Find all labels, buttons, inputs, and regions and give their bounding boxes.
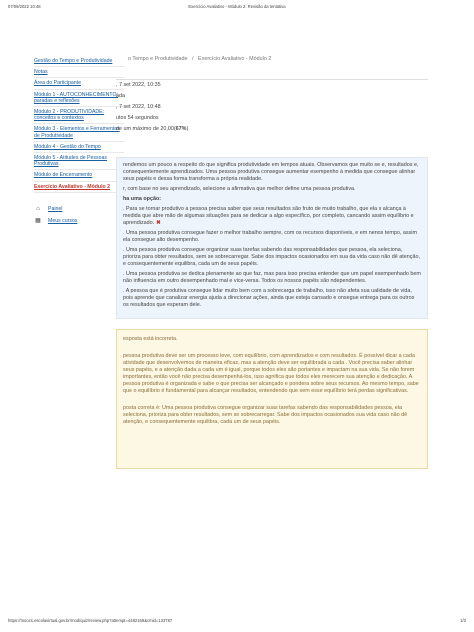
summary-started: , 7 set 2022, 10:35 bbox=[116, 82, 161, 88]
sidebar-item-link[interactable]: Módulo 3 - Elementos e Ferramentas de Produtividade bbox=[34, 126, 120, 139]
home-icon: ⌂ bbox=[36, 205, 40, 212]
sidebar-item[interactable] bbox=[34, 153, 124, 170]
feedback-explanation: pessoa produtiva deve ser um processo leve, com equilíbrio, com aprendizados e com resultados. É possível dicar a cada atividade que desenvolvemos de maneira eficaz, mas a atenção deve ser equilibrada a cada . Você precisa saber alinhar seus papéis, e a atenção dada a cada um é igual, porque todos eles são portantes e impactam na sua vida. Se não forem importantes, então você não precisa desempenhá-los, isso agnifica que todos eles merecem sua atenção e dedicação. A pessoa produtiva é organizada e sabe o que precisa ser alcançado e pondera sobre seus recursos. Ao mesmo tempo, sabe que o equilíbrio é fundamental para alcançar resultados, entendendo que sem esse equilíbrio terá perdas significativas. bbox=[123, 353, 419, 394]
sidebar-item-link[interactable]: Módulo 2 - PRODUTIVIDADE: conceitos e contextos bbox=[34, 109, 105, 122]
sidebar-item-link[interactable]: Exercício Avaliativo - Módulo 2 bbox=[34, 183, 111, 190]
incorrect-icon: ✖ bbox=[156, 220, 161, 226]
sidebar-item[interactable] bbox=[34, 107, 124, 124]
sidebar-item-link[interactable]: Gestão do Tempo e Produtividade bbox=[34, 58, 113, 64]
question-prompt: ha uma opção: bbox=[123, 196, 162, 202]
question-box bbox=[116, 157, 428, 319]
answer-option bbox=[123, 247, 421, 268]
courses-icon: ▦ bbox=[35, 218, 41, 225]
painel-link[interactable]: Painel bbox=[48, 205, 63, 212]
sidebar-item[interactable] bbox=[34, 170, 124, 181]
breadcrumb-course[interactable]: o Tempo e Produtividade bbox=[128, 56, 188, 62]
sidebar-item-link[interactable]: Módulo 1 - AUTOCONHECIMENTO: paradas e reflexões bbox=[34, 91, 118, 104]
answer-option bbox=[123, 206, 421, 227]
summary-completed: , 7 set 2022, 10:48 bbox=[116, 104, 161, 110]
question-instruction: r, com base no seu aprendizado, selecione a afirmativa que melhor define uma pessoa produtiva. bbox=[123, 186, 356, 192]
summary-grade bbox=[116, 126, 428, 137]
question-intro: rendemos um pouco a respeito do que significa produtividade em tempos atuais. Observamos que muito se e, resultados e, consequentemente aprendizados. Uma pessoa produtiva consegue aumentar esempenho à medida que consegue alinhar seus papéis e dessa forma transforma a própria realidade. bbox=[123, 162, 419, 182]
attempt-summary bbox=[116, 82, 428, 137]
sidebar-item-link[interactable]: Módulo 5 - Atitudes de Pessoas Produtivas bbox=[34, 155, 107, 168]
print-footer bbox=[8, 618, 466, 626]
sidebar-item[interactable] bbox=[34, 56, 124, 67]
grade-percent: 67% bbox=[175, 126, 187, 132]
print-url: https://moocs.escolavirtual.gov.br/mod/quiz/review.php?attempt=4482169&cmid=133787 bbox=[8, 618, 173, 623]
feedback-box bbox=[116, 329, 428, 469]
breadcrumb bbox=[116, 56, 428, 66]
breadcrumb-current[interactable]: Exercício Avaliativo - Módulo 2 bbox=[198, 56, 272, 62]
sidebar-item-link[interactable]: Notas bbox=[34, 69, 48, 76]
print-header bbox=[8, 4, 466, 12]
sidebar-item[interactable] bbox=[34, 182, 124, 193]
answer-option-text: . Para se tornar produtivo a pessoa precisa saber que seus resultados são fruto de muito trabalho, que ela s alcança à medida que abre mão de algumas situações para se dedicar a algo específico, por completo, cancando assim equilíbrio e aprendizado. bbox=[123, 206, 414, 226]
sidebar-item-link[interactable]: Área do Participante bbox=[34, 80, 82, 87]
grade-prefix: de um máximo de 20,00( bbox=[116, 126, 176, 132]
print-page-number: 1/3 bbox=[460, 618, 466, 623]
course-sidebar bbox=[34, 56, 124, 227]
course-nav-list bbox=[34, 56, 124, 193]
sidebar-item[interactable] bbox=[34, 78, 124, 89]
answer-options bbox=[123, 206, 421, 309]
sidebar-painel[interactable] bbox=[34, 203, 124, 215]
print-title: Exercício Avaliativo - Módulo 2: Revisão da tentativa bbox=[188, 4, 286, 9]
summary-state: ada bbox=[116, 93, 125, 99]
sidebar-meus-cursos[interactable] bbox=[34, 215, 124, 227]
breadcrumb-separator: / bbox=[192, 56, 194, 62]
summary-duration: utos 54 segundos bbox=[116, 115, 159, 121]
answer-option bbox=[123, 230, 421, 244]
answer-option bbox=[123, 271, 421, 285]
breadcrumb-bar bbox=[116, 68, 428, 80]
sidebar-item[interactable] bbox=[34, 67, 124, 78]
answer-option-text: . Uma pessoa produtiva se dedica plenamente ao que faz, mas para isso precisa entender que um papel esempenhado bem não influencia em outro desempenhado mal e vice-versa. Todos os nossos papéis são ndependentes. bbox=[123, 271, 421, 284]
answer-option-text: . Uma pessoa produtiva consegue organizar suas tarefas sabendo das responsabilidades que pessoa, ela seleciona, prioriza para obter resultados, sem se sobrecarregar. Sabe dos impactos ocasionados em sua da vida caso não dê atenção, e consequentemente equilibra, cada um de seus papéis. bbox=[123, 247, 420, 267]
sidebar-item[interactable] bbox=[34, 142, 124, 153]
meus-cursos-link[interactable]: Meus cursos bbox=[48, 218, 78, 225]
answer-option bbox=[123, 288, 421, 309]
main-content bbox=[116, 56, 428, 469]
feedback-title: esposta está incorreta. bbox=[123, 336, 178, 342]
feedback-correct-answer: posta correta é: Uma pessoa produtiva consegue organizar suas tarefas sabendo das responsabilidades pessoa, ela seleciona, prioriza para obter resultados, sem se sobrecarregar. Sabe dos impactos ocasionados sua vida caso não dê atenção, e consequentemente equilibra, cada um de seus papéis. bbox=[123, 405, 408, 425]
print-date: 07/09/2022 10:48 bbox=[8, 4, 41, 9]
sidebar-item[interactable] bbox=[34, 124, 124, 141]
sidebar-item-link[interactable]: Módulo 4 - Gestão do Tempo bbox=[34, 143, 101, 150]
grade-suffix: ) bbox=[186, 126, 189, 132]
answer-option-text: . A pessoa que é produtiva consegue lidar muito bem com a sobrecarga de trabalho, isso não afeta sua ualidade de vida, pois aprende que canalizar energia ajuda a direcionar ações, ainda que esteja cansado e onsegue entrega para os outros os resultados que esperam dele. bbox=[123, 288, 415, 308]
answer-option-text: . Uma pessoa produtiva consegue fazer o melhor trabalho sempre, com os recursos disponíveis, e em nenos tempo, assim ela consegue alto desempenho. bbox=[123, 230, 417, 243]
sidebar-item[interactable] bbox=[34, 90, 124, 107]
sidebar-item-link[interactable]: Módulo de Encerramento bbox=[34, 172, 93, 179]
